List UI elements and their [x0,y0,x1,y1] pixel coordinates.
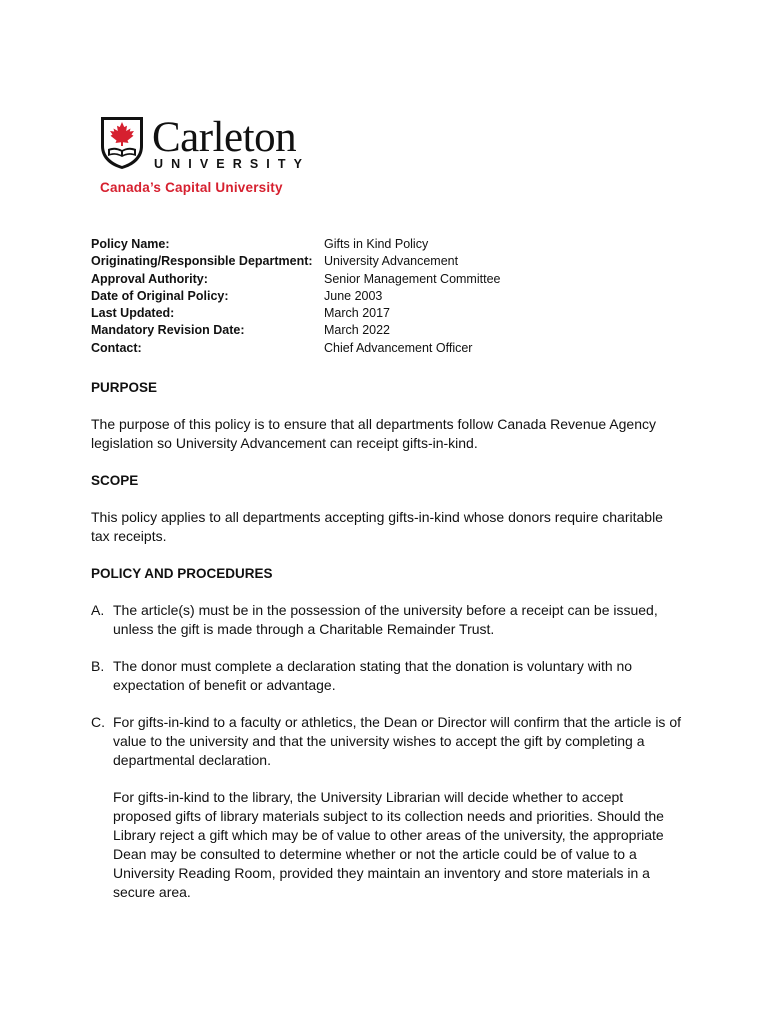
logo-tagline: Canada’s Capital University [100,180,283,195]
meta-label: Approval Authority: [91,271,208,286]
procedure-item-b [91,657,681,695]
library-paragraph: For gifts-in-kind to the library, the University Librarian will decide whether to accept proposed gifts of library materials subject to its collection needs and priorities. Should the Library reject a gift which may be of value to other areas of the university, the appropriate Dean may be consulted to determine whether or not the article could be of value to a University Reading Room, provided they maintain an inventory and store materials in a secure area. [113,789,664,900]
purpose-text: The purpose of this policy is to ensure that all departments follow Canada Revenue Agency legislation so University Advancement can receipt gifts-in-kind. [91,416,656,451]
meta-label: Policy Name: [91,237,170,251]
meta-row [91,322,571,339]
maple-leaf-shield-icon [100,116,144,170]
list-text: The article(s) must be in the possession of the university before a receipt can be issued, unless the gift is made through a Charitable Remainder Trust. [113,602,658,637]
purpose-heading: PURPOSE [91,380,158,395]
procedure-item-a [91,601,681,639]
scope-heading: SCOPE [91,473,139,488]
list-text: For gifts-in-kind to a faculty or athletics, the Dean or Director will confirm that the article is of value to the university and that the university wishes to accept the gift by completing a departmental declaration. [113,714,681,768]
meta-value: June 2003 [324,288,383,303]
meta-label: Date of Original Policy: [91,288,229,303]
meta-value: Gifts in Kind Policy [324,237,429,251]
procedures-heading: POLICY AND PROCEDURES [91,566,273,581]
meta-row [91,253,571,270]
meta-value: March 2022 [324,323,391,338]
scope-text: This policy applies to all departments accepting gifts-in-kind whose donors require charitable tax receipts. [91,509,663,544]
logo-wordmark: Carleton [152,114,297,161]
meta-row [91,340,571,357]
meta-value: Chief Advancement Officer [324,340,473,355]
meta-row [91,236,571,253]
meta-row [91,271,571,288]
meta-label: Contact: [91,340,142,355]
list-letter: C. [91,714,105,730]
logo-university: UNIVERSITY [154,157,311,171]
meta-value: Senior Management Committee [324,271,501,286]
policy-content [91,378,681,902]
procedure-item-c [91,713,681,770]
list-letter: A. [91,602,105,618]
meta-value: University Advancement [324,254,459,269]
list-letter: B. [91,658,105,674]
meta-row [91,288,571,305]
meta-label: Last Updated: [91,306,175,321]
policy-metadata [91,236,571,357]
meta-value: March 2017 [324,306,391,321]
list-text: The donor must complete a declaration stating that the donation is voluntary with no expectation of benefit or advantage. [113,658,633,693]
meta-label: Mandatory Revision Date: [91,323,245,338]
carleton-logo [100,116,310,198]
meta-label: Originating/Responsible Department: [91,254,313,269]
meta-row [91,305,571,322]
